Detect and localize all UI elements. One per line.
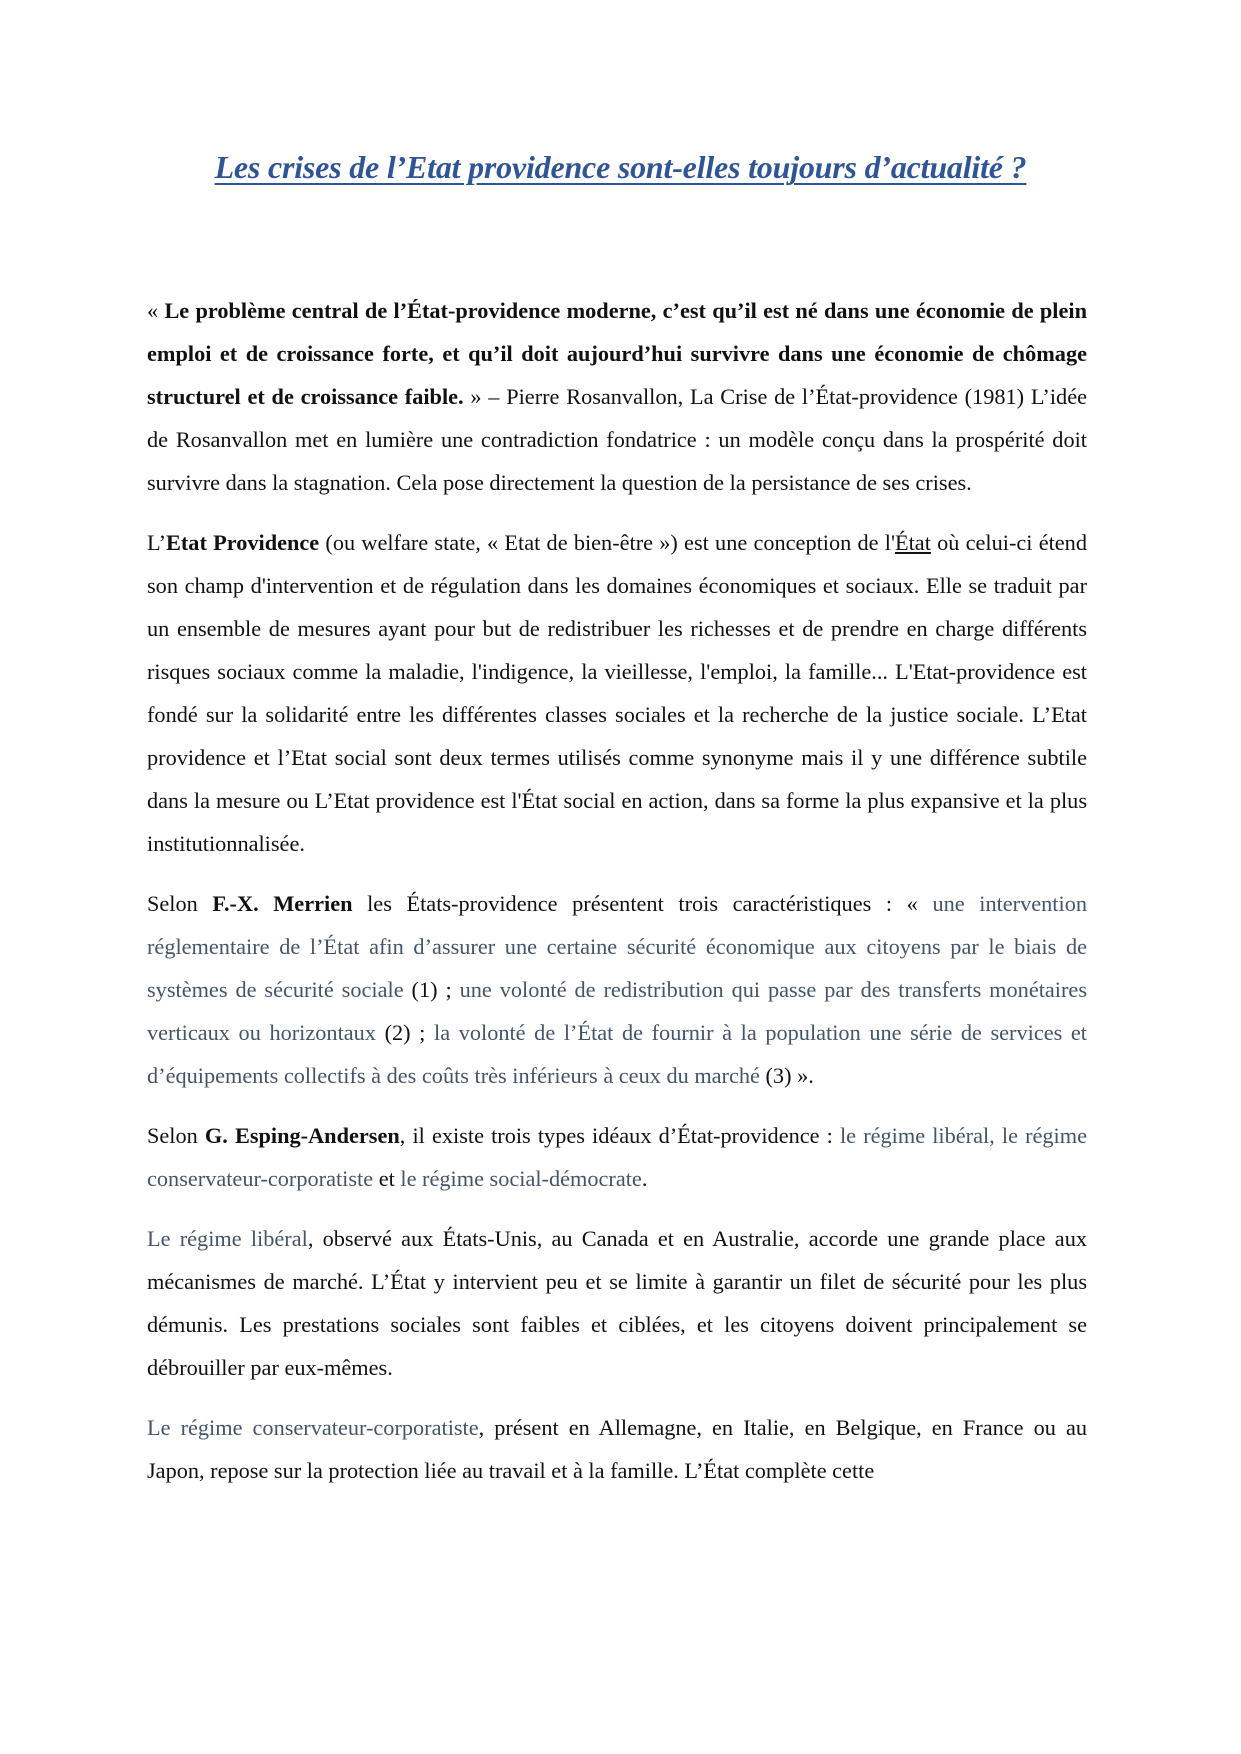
document-body: [147, 289, 1087, 1509]
bold-text: Le problème central de l’État-providence moderne, c’est qu’il est né dans une économie de plein emploi et de croissance forte, et qu’il doit aujourd’hui survivre dans une économie de chômage structurel et de croissance faible.: [147, 298, 1087, 409]
text-run: , il existe trois types idéaux d’État-providence :: [399, 1123, 840, 1148]
text-run: «: [147, 298, 165, 323]
bold-text: Etat Providence: [166, 530, 320, 555]
paragraph: [147, 1114, 1087, 1200]
paragraph: [147, 882, 1087, 1097]
document-title: Les crises de l’Etat providence sont-elles toujours d’actualité ?: [214, 149, 1027, 186]
text-run: (ou welfare state, « Etat de bien-être ») est une conception de l': [319, 530, 895, 555]
highlighted-text: Le régime libéral: [147, 1226, 308, 1251]
text-run: , observé aux États-Unis, au Canada et en Australie, accorde une grande place aux mécanismes de marché. L’État y intervient peu et se limite à garantir un filet de sécurité pour les plus démunis. Les prestations sociales sont faibles et ciblées, et les citoyens doivent principalement se débrouiller par eux-mêmes.: [147, 1226, 1087, 1380]
text-run: (2) ;: [375, 1020, 434, 1045]
text-run: , présent en Allemagne, en Italie, en Belgique, en France ou au Japon, repose sur la protection liée au travail et à la famille. L’État complète cette: [147, 1415, 1087, 1483]
highlighted-text: le régime social-démocrate: [400, 1166, 642, 1191]
text-run: (3) ».: [759, 1063, 814, 1088]
text-run: .: [641, 1166, 648, 1191]
text-run: » – Pierre Rosanvallon, La Crise de l’État-providence (1981) L’idée de Rosanvallon met en lumière une contradiction fondatrice : un modèle conçu dans la prospérité doit survivre dans la stagnation. Cela pose directement la question de la persistance de ses crises.: [147, 384, 1087, 495]
text-run: où celui-ci étend son champ d'intervention et de régulation dans les domaines économiques et sociaux. Elle se traduit par un ensemble de mesures ayant pour but de redistribuer les richesses et de prendre en charge différents risques sociaux comme la maladie, l'indigence, la vieillesse, l'emploi, la famille... L'Etat-providence est fondé sur la solidarité entre les différentes classes sociales et la recherche de la justice sociale. L’Etat providence et l’Etat social sont deux termes utilisés comme synonyme mais il y une différence subtile dans la mesure ou L’Etat providence est l'État social en action, dans sa forme la plus expansive et la plus institutionnalisée.: [147, 530, 1087, 856]
highlighted-text: Le régime conservateur-corporatiste: [147, 1415, 479, 1440]
text-run: Selon: [147, 1123, 205, 1148]
bold-text: G. Esping-Andersen: [204, 1123, 400, 1148]
text-run: L’: [147, 530, 166, 555]
underlined-text: État: [894, 530, 931, 555]
highlighted-text: le régime libéral, le régime conservateur-corporatiste: [147, 1123, 1087, 1191]
text-run: les États-providence présentent trois caractéristiques : «: [352, 891, 933, 916]
paragraph: [147, 1217, 1087, 1389]
text-run: et: [373, 1166, 401, 1191]
bold-text: F.-X. Merrien: [212, 891, 353, 916]
text-run: Selon: [147, 891, 213, 916]
paragraph: [147, 289, 1087, 504]
highlighted-text: la volonté de l’État de fournir à la population une série de services et d’équipements collectifs à des coûts très inférieurs à ceux du marché: [147, 1020, 1087, 1088]
text-run: (1) ;: [403, 977, 460, 1002]
highlighted-text: une volonté de redistribution qui passe par des transferts monétaires verticaux ou horizontaux: [147, 977, 1088, 1045]
paragraph: [147, 521, 1087, 865]
paragraph: [147, 1406, 1087, 1492]
highlighted-text: une intervention réglementaire de l’État afin d’assurer une certaine sécurité économique aux citoyens par le biais de systèmes de sécurité sociale: [147, 891, 1087, 1002]
